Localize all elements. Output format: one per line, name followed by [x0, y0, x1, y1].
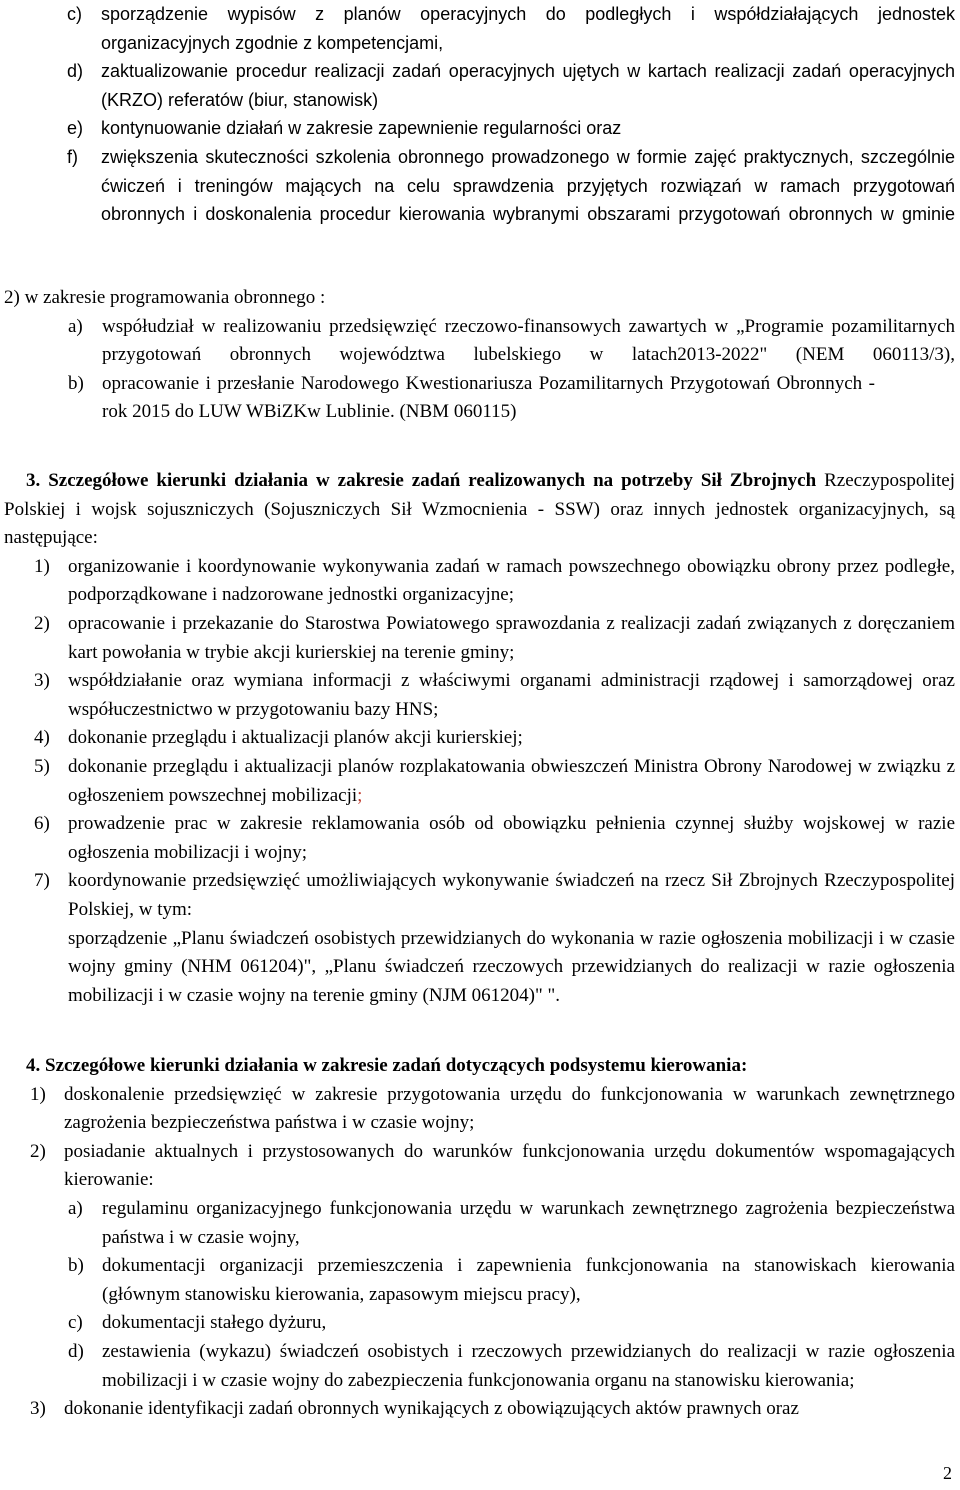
list-text: organizowanie i koordynowanie wykonywania zadań w ramach powszechnego obowiązku obrony przez podległe, podporządkowane i nadzorowane jednostki organizacyjne; — [68, 555, 955, 606]
section-3-item-7 — [34, 867, 955, 1010]
section-3-item-7-continuation: sporządzenie „Planu świadczeń osobistych przewidzianych do wykonania w razie ogłoszenia mobilizacji i w czasie wojny gminy (NHM 061204)", „Planu świadczeń rzeczowych przewidzianych do realizacji w razie ogłoszenia mobilizacji i w czasie wojny na terenie gminy (NJM 061204)" ". — [68, 927, 955, 1006]
list-text: posiadanie aktualnych i przystosowanych do warunków funkcjonowania urzędu dokumentów wspomagających kierowanie: — [64, 1140, 955, 1191]
list-label: c) — [67, 4, 82, 24]
list-text: współdziałanie oraz wymiana informacji z właściwymi organami administracji rządowej i samorządowej oraz współuczestnictwo w przygotowaniu bazy HNS; — [68, 670, 955, 720]
section-3-intro — [4, 467, 955, 553]
section-3-item-2 — [34, 610, 955, 667]
section-4-sub-c — [68, 1309, 955, 1338]
list-item-f — [67, 143, 955, 229]
list-text: kontynuowanie działań w zakresie zapewnienie regularności oraz — [101, 118, 622, 139]
list-text: sporządzenie wypisów z planów operacyjnych do podległych i współdziałających jednostek organizacyjnych zgodnie z kompetencjami, — [101, 4, 955, 53]
section-2-item-b — [68, 370, 875, 427]
section-4-sub-b — [68, 1252, 955, 1309]
list-item-c — [67, 0, 955, 57]
list-text: zaktualizowanie procedur realizacji zadań operacyjnych ujętych w kartach realizacji zadań operacyjnych (KRZO) referatów (biur, stanowisk) — [101, 61, 955, 110]
section-4-sub-d — [68, 1338, 955, 1395]
list-text: opracowanie i przesłanie Narodowego Kwestionariusza Pozamilitarnych Przygotowań Obronnych - rok 2015 do LUW WBiZKw Lublinie. (NBM 060115) — [102, 372, 875, 423]
section-3 — [4, 467, 955, 1010]
red-semicolon: ; — [357, 784, 363, 806]
list-text: zwiększenia skuteczności szkolenia obronnego prowadzonego w formie zajęć praktycznych, szczególnie ćwiczeń i treningów mających na celu sprawdzenia przyjętych rozwiązań w ramach przygotowań obronnych i doskonalenia procedur kierowania wybranymi obszarami przygotowań obronnych w gminie — [101, 146, 955, 225]
list-label: 3) — [34, 670, 50, 692]
list-label: b) — [68, 1255, 84, 1277]
list-text: koordynowanie przedsięwzięć umożliwiających wykonywanie świadczeń na rzecz Sił Zbrojnych Rzeczypospolitej Polskiej, w tym: — [68, 870, 955, 920]
section-2 — [0, 284, 955, 427]
list-item-e — [67, 114, 955, 143]
section-3-item-1 — [34, 553, 955, 610]
list-label: 1) — [30, 1083, 46, 1105]
list-text: dokonanie identyfikacji zadań obronnych wynikających z obowiązujących aktów prawnych oraz — [64, 1398, 799, 1420]
list-label: 1) — [34, 555, 50, 577]
section-3-item-5 — [34, 753, 955, 810]
list-text: współudział w realizowaniu przedsięwzięć rzeczowo-finansowych zawartych w „Programie pozamilitarnych przygotowań obronnych województwa lubelskiego w latach2013-2022" (NEM 060113/3), — [102, 315, 955, 366]
section-3-item-6 — [34, 810, 955, 867]
list-text: dokonanie przeglądu i aktualizacji planów akcji kurierskiej; — [68, 727, 523, 749]
list-text: dokumentacji organizacji przemieszczenia i zapewnienia funkcjonowania na stanowiskach kierowania (głównym stanowisku kierowania, zapasowym miejscu pracy), — [102, 1255, 955, 1305]
list-label: a) — [68, 315, 83, 337]
list-text: dokonanie przeglądu i aktualizacji planów rozplakatowania obwieszczeń Ministra Obrony Narodowej w związku z ogłoszeniem powszechnej mobilizacji — [68, 755, 955, 806]
section-3-item-3 — [34, 667, 955, 724]
list-label: a) — [68, 1197, 83, 1219]
section-3-item-4 — [34, 724, 955, 753]
list-label: c) — [68, 1312, 83, 1334]
section-3-heading: 3. Szczegółowe kierunki działania w zakresie zadań realizowanych na potrzeby Sił Zbrojnych — [26, 470, 817, 491]
list-label: e) — [67, 118, 84, 139]
list-label: d) — [67, 61, 84, 82]
section-4-item-2 — [30, 1138, 955, 1195]
list-label: 7) — [34, 870, 50, 892]
list-text: doskonalenie przedsięwzięć w zakresie przygotowania urzędu do funkcjonowania w warunkach zewnętrznego zagrożenia bezpieczeństwa państwa i w czasie wojny; — [64, 1083, 955, 1134]
list-label: 2) — [34, 612, 50, 634]
list-label: b) — [68, 372, 84, 394]
list-text: prowadzenie prac w zakresie reklamowania osób od obowiązku pełnienia czynnej służby wojskowej w razie ogłoszenia mobilizacji i wojny; — [68, 813, 955, 863]
list-label: f) — [67, 146, 78, 167]
section-4-sub-a — [68, 1195, 955, 1252]
list-label: 4) — [34, 727, 50, 749]
list-item-d — [67, 57, 955, 114]
section-4-item-3 — [30, 1395, 955, 1424]
list-text: regulaminu organizacyjnego funkcjonowania urzędu w warunkach zewnętrznego zagrożenia bezpieczeństwa państwa i w czasie wojny, — [102, 1197, 955, 1248]
section-4-item-1 — [30, 1081, 955, 1138]
section-4-heading: 4. Szczegółowe kierunki działania w zakresie zadań dotyczących podsystemu kierowania: — [26, 1055, 748, 1076]
top-list — [67, 0, 955, 229]
section-2-item-a — [68, 313, 955, 370]
list-label: 5) — [34, 755, 50, 777]
list-label: 6) — [34, 813, 50, 835]
list-label: 2) — [30, 1140, 46, 1162]
section-3-intro-text: Rzeczypospolitej Polskiej i wojsk sojuszniczych (Sojuszniczych Sił Wzmocnienia - SSW) oraz innych jednostek organizacyjnych, są następujące: — [4, 470, 955, 549]
list-label: d) — [68, 1340, 84, 1362]
list-text: opracowanie i przekazanie do Starostwa Powiatowego sprawozdania z realizacji zadań związanych z doręczaniem kart powołania w trybie akcji kurierskiej na terenie gminy; — [68, 612, 955, 663]
list-text: zestawienia (wykazu) świadczeń osobistych i rzeczowych przewidzianych do realizacji w razie ogłoszenia mobilizacji i w czasie wojny do zabezpieczenia funkcjonowania organu na stanowisku kierowania; — [102, 1340, 955, 1391]
list-label: 3) — [30, 1398, 46, 1420]
page-number: 2 — [943, 1463, 952, 1483]
section-2-heading: 2) w zakresie programowania obronnego : — [4, 287, 326, 308]
section-4 — [4, 1052, 955, 1424]
list-text: dokumentacji stałego dyżuru, — [102, 1312, 327, 1334]
